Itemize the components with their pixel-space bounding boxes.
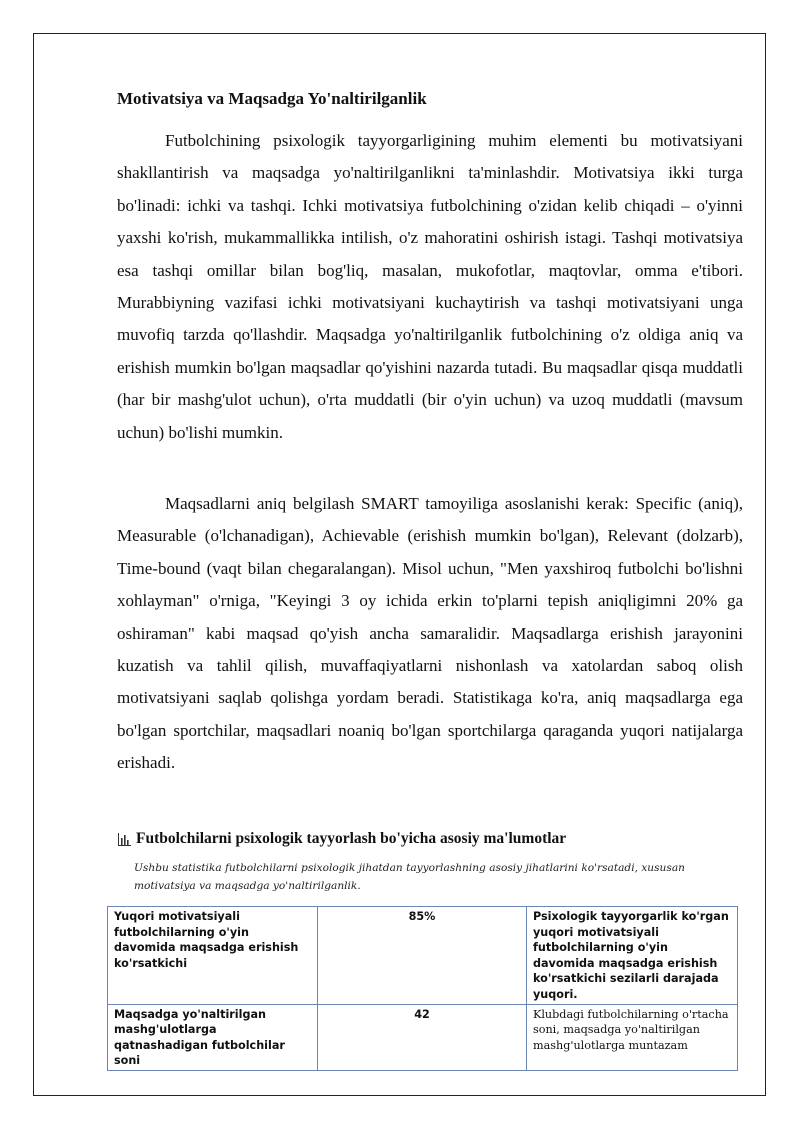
stat-description: Psixologik tayyorgarlik ko'rgan yuqori motivatsiyali futbolchilarning o'yin davomida maqsadga erishish ko'rsatkichi sezilarli darajada yuqori. <box>527 907 738 1005</box>
stat-label: Yuqori motivatsiyali futbolchilarning o'yin davomida maqsadga erishish ko'rsatkichi <box>108 907 318 1005</box>
bar-chart-icon <box>117 833 131 846</box>
stats-title-text: Futbolchilarni psixologik tayyorlash bo'yicha asosiy ma'lumotlar <box>136 830 567 847</box>
stat-description: Klubdagi futbolchilarning o'rtacha soni, maqsadga yo'naltirilgan mashg'ulotlarga muntazam <box>527 1004 738 1070</box>
stats-subtitle: Ushbu statistika futbolchilarni psixologik jihatdan tayyorlashning asosiy jihatlarini ko'rsatadi, xususan motivatsiya va maqsadga yo'naltirilganlik. <box>134 862 685 892</box>
stat-value: 85% <box>318 907 527 1005</box>
table-row <box>108 907 738 1005</box>
stat-value: 42 <box>318 1004 527 1070</box>
stats-title <box>117 830 566 848</box>
paragraph-smart-goals <box>117 488 743 780</box>
stats-table <box>107 906 738 1071</box>
paragraph-motivation-text: Futbolchining psixologik tayyorgarligining muhim elementi bu motivatsiyani shakllantirish va maqsadga yo'naltirilganlikni ta'minlashdir. Motivatsiya ikki turga bo'linadi: ichki va tashqi. Ichki motivatsiya futbolchining o'zidan kelib chiqadi – o'yinni yaxshi ko'rish, mukammallikka intilish, o'z mahoratini oshirish istagi. Tashqi motivatsiya esa tashqi omillar bilan bog'liq, masalan, mukofotlar, maqtovlar, omma e'tibori. Murabbiyning vazifasi ichki motivatsiyani kuchaytirish va tashqi motivatsiyani unga muvofiq tarzda qo'llashdir. Maqsadga yo'naltirilganlik futbolchining o'z oldiga aniq va erishish mumkin bo'lgan maqsadlar qo'yishini nazarda tutadi. Bu maqsadlar qisqa muddatli (har bir mashg'ulot uchun), o'rta muddatli (bir o'yin uchun) va uzoq muddatli (mavsum uchun) bo'lishi mumkin. <box>117 131 743 442</box>
stat-label: Maqsadga yo'naltirilgan mashg'ulotlarga qatnashadigan futbolchilar soni <box>108 1004 318 1070</box>
section-heading: Motivatsiya va Maqsadga Yo'naltirilganlik <box>117 89 427 108</box>
table-row <box>108 1004 738 1070</box>
paragraph-motivation <box>117 125 743 449</box>
paragraph-smart-goals-text: Maqsadlarni aniq belgilash SMART tamoyiliga asoslanishi kerak: Specific (aniq), Measurable (o'lchanadigan), Achievable (erishish mumkin bo'lgan), Relevant (dolzarb), Time-bound (vaqt bilan chegaralangan). Misol uchun, "Men yaxshiroq futbolchi bo'lishni xohlayman" o'rniga, "Keyingi 3 oy ichida erkin to'plarni tepish aniqligimni 20% ga oshiraman" kabi maqsad qo'yish ancha samaralidir. Maqsadlarga erishish jarayonini kuzatish va tahlil qilish, muvaffaqiyatlarni nishonlash va xatolardan saboq olish motivatsiyani saqlab qolishga yordam beradi. Statistikaga ko'ra, aniq maqsadlarga ega bo'lgan sportchilar, maqsadlari noaniq bo'lgan sportchilarga qaraganda yuqori natijalarga erishadi. <box>117 494 743 773</box>
